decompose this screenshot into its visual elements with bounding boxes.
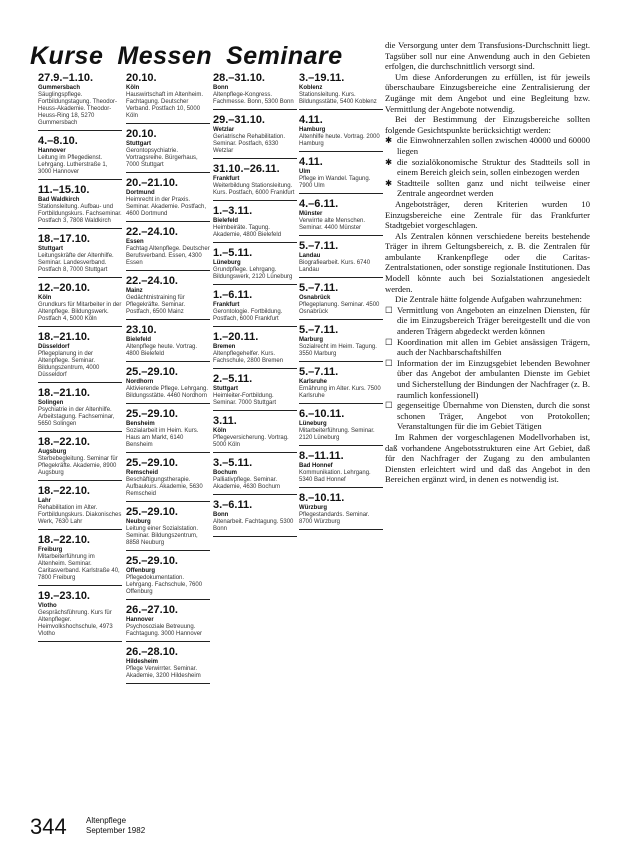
checkbox-icon: ☐ [385,357,393,368]
bullet-icon: ✱ [385,156,393,167]
event-place: Bad Waldkirch [38,197,80,203]
list-item: ☐ gegenseitige Übernahme von Diensten, durch die sonst schonen Träger, Angebot von Protokollen; Veranstaltungen für die im Gebiet Tätigen [385,400,590,432]
paragraph: die Versorgung unter dem Transfusions-Durchschnitt liegt. Tagsüber soll nur eine Anwendung auch in den Gebieten erfolgen, die durchschnittlich versorgt sind. [385,40,590,72]
event-place: Stuttgart [213,386,238,392]
event-entry [38,135,122,180]
event-description: Heimbeiräte. Tagung. Akademie, 4800 Bielefeld [213,225,282,238]
event-place: Wetzlar [213,127,235,133]
event-date: 18.–22.10. [38,436,90,448]
event-place: Dortmund [126,190,155,196]
event-date: 8.–11.11. [299,450,344,462]
event-description: Altenpflegehelfer. Kurs. Fachschule, 2800 Bremen [213,351,284,364]
event-place: Hannover [38,148,66,154]
event-place: Bad Honnef [299,463,333,469]
paragraph: Angebotsträger, deren Kriterien wurden 10 Einzugsbereiche eine Zentrale für das Frankfurter Stadtgebiet vorgeschlagen. [385,198,590,231]
event-date: 26.–28.10. [126,646,178,658]
event-place: Nordhorn [126,379,154,385]
event-description: Aktivierende Pflege. Lehrgang. Bildungsstätte. 4460 Nordhorn [126,386,209,399]
event-description: Weiterbildung Stationsleitung. Kurs. Postfach, 6000 Frankfurt [213,183,295,196]
event-place: Düsseldorf [38,344,70,350]
event-description: Pflegeplanung. Seminar. 4500 Osnabrück [299,302,380,315]
event-entry [126,555,210,600]
event-entry [38,485,122,530]
checkbox-icon: ☐ [385,336,393,347]
event-description: Heimleiter-Fortbildung. Seminar. 7000 Stuttgart [213,393,277,406]
event-entry [38,387,122,432]
event-description: Leitung im Pflegedienst. Lehrgang. Lutherstraße 1, 3000 Hannover [38,155,108,175]
event-date: 20.10. [126,72,157,84]
event-place: Remscheid [126,470,159,476]
event-place: Vlotho [38,603,57,609]
event-place: Bensheim [126,421,155,427]
event-description: Altenhilfe heute. Vortrag. 2000 Hamburg [299,134,380,147]
task-list [385,305,590,432]
event-entry [126,506,210,551]
event-entry [213,499,297,537]
event-date: 3.11. [213,415,237,427]
event-date: 25.–29.10. [126,366,178,378]
event-date: 5.–7.11. [299,240,339,252]
event-date: 18.–22.10. [38,534,90,546]
event-date: 5.–7.11. [299,324,339,336]
event-date: 1.–5.11. [213,247,253,259]
event-place: Bochum [213,470,237,476]
event-description: Pflege im Wandel. Tagung. 7900 Ulm [299,176,371,189]
event-place: Frankfurt [213,176,240,182]
event-description: Stationsleitung. Aufbau- und Fortbildungskurs. Fachseminar. Postfach 3, 7808 Waldkirch [38,204,122,224]
event-date: 25.–29.10. [126,506,178,518]
event-entry [38,233,122,278]
event-entry [213,163,297,201]
paragraph: Um diese Anforderungen zu erfüllen, ist für jeweils überschaubare Einzugsbereiche eine Zentralisierung der Zugänge mit dem Angebot und eine Begleitung bzw. Vermittlung der Angebote notwendig. [385,71,590,114]
event-place: Hildesheim [126,659,159,665]
page-footer [30,812,230,852]
event-date: 22.–24.10. [126,275,178,287]
event-entry [213,415,297,453]
event-place: Stuttgart [126,141,151,147]
event-date: 1.–6.11. [213,289,253,301]
event-entry [213,289,297,327]
title-word-messen: Messen [117,42,213,70]
event-place: Bonn [213,512,229,518]
event-column-1 [38,72,122,646]
event-date: 31.10.–26.11. [213,163,280,175]
event-entry [126,324,210,362]
event-entry [299,492,383,530]
event-place: Bielefeld [213,218,239,224]
event-date: 3.–19.11. [299,72,345,84]
event-entry [213,331,297,369]
event-date: 19.–23.10. [38,590,90,602]
event-entry [213,457,297,495]
event-entry [299,156,383,194]
event-description: Altenpflege heute. Vortrag. 4800 Bielefeld [126,344,198,357]
event-date: 20.–21.10. [126,177,178,189]
event-description: Leitung einer Sozialstation. Seminar. Bildungszentrum, 8858 Neuburg [126,526,199,546]
paragraph: Bei der Bestimmung der Einzugsbereiche sollten folgende Gesichtspunkte berücksichtigt werden: [385,114,590,135]
event-place: Münster [299,211,323,217]
event-entry [299,240,383,278]
event-entry [299,324,383,362]
event-date: 22.–24.10. [126,226,178,238]
journal-name: Altenpflege [86,816,127,825]
event-entry [126,226,210,271]
event-place: Hamburg [299,127,326,133]
event-entry [38,72,122,131]
event-entry [38,436,122,481]
title-word-kurse: Kurse [30,42,104,70]
event-entry [213,114,297,159]
event-place: Köln [213,428,227,434]
event-place: Offenburg [126,568,155,574]
event-date: 4.–8.10. [38,135,78,147]
event-description: Ernährung im Alter. Kurs. 7500 Karlsruhe [299,386,381,399]
event-date: 18.–17.10. [38,233,90,245]
event-place: Frankfurt [213,302,240,308]
event-description: Säuglingspflege. Fortbildungstagung. Theodor-Heuss-Akademie. Theodor-Heuss-Ring 18, 5270 Gummersbach [38,92,117,126]
event-entry [126,177,210,222]
event-entry [38,282,122,327]
event-entry [299,450,383,488]
event-description: Pflegedokumentation. Lehrgang. Fachschule, 7600 Offenburg [126,575,203,595]
event-description: Gedächtnistraining für Pflegekräfte. Seminar. Postfach, 6500 Mainz [126,295,186,315]
event-place: Koblenz [299,85,323,91]
event-place: Köln [38,295,52,301]
event-description: Kommunikation. Lehrgang. 5340 Bad Honnef [299,470,371,483]
event-description: Grundkurs für Mitarbeiter in der Altenpflege. Bildungswerk. Postfach 4, 5000 Köln [38,302,122,322]
event-date: 12.–20.10. [38,282,90,294]
event-entry [126,646,210,684]
paragraph: Im Rahmen der vorgeschlagenen Modellvorhaben ist, daß vorhandene Angebotsstrukturen eine Art Gebiet, daß für den Nachfrager der Zugang zu den ambulanten Diensten erleichtert wird und daß das Angebot in den Bereichen ergänzt wird, in denen es notwendig ist. [385,431,590,485]
event-description: Gerontopsychiatrie. Vortragsreihe. Bürgerhaus, 7000 Stuttgart [126,148,198,168]
journal-info [86,816,145,836]
list-item: ✱ Stadtteile sollten ganz und nicht teilweise einer Zentrale angeordnet werden [385,177,590,199]
journal-issue: September 1982 [86,826,146,835]
event-date: 8.–10.11. [299,492,345,504]
event-date: 25.–29.10. [126,555,178,567]
event-description: Heimrecht in der Praxis. Seminar. Akademie. Postfach, 4600 Dortmund [126,197,207,217]
event-place: Osnabrück [299,295,331,301]
event-entry [38,184,122,229]
event-place: Solingen [38,400,64,406]
event-date: 1.–3.11. [213,205,253,217]
event-date: 11.–15.10. [38,184,90,196]
event-entry [213,373,297,411]
event-entry [213,247,297,285]
criteria-list [385,135,590,199]
event-entry [38,331,122,383]
paragraph: Als Zentralen können verschiedene bereits bestehende Träger in ihrem Geltungsbereich, z. B. die Zentralen für ambulante Krankenpflege oder die Caritas-Zentralstationen, oder sonstige regionale Institutionen. Das Modell könnte auch bei Sozialstationen angesiedelt werden. [385,230,590,294]
event-description: Pflegestandards. Seminar. 8700 Würzburg [299,512,370,525]
event-description: Psychosoziale Betreuung. Fachtagung. 3000 Hannover [126,624,203,637]
event-place: Mainz [126,288,143,294]
event-place: Lahr [38,498,52,504]
event-entry [299,114,383,152]
event-description: Pflegeversicherung. Vortrag. 5000 Köln [213,435,289,448]
event-place: Lüneburg [213,260,241,266]
event-entry [213,72,297,110]
event-date: 29.–31.10. [213,114,265,126]
event-entry [299,72,383,110]
event-description: Fachtag Altenpflege. Deutscher Berufsverband. Essen, 4300 Essen [126,246,210,266]
event-place: Neuburg [126,519,151,525]
event-description: Geriatrische Rehabilitation. Seminar. Postfach, 6330 Wetzlar [213,134,286,154]
event-place: Landau [299,253,321,259]
bullet-icon: ✱ [385,135,393,146]
event-place: Köln [126,85,140,91]
event-description: Pflegeplanung in der Altenpflege. Seminar. Bildungszentrum, 4000 Düsseldorf [38,351,100,378]
section-title [30,42,400,72]
event-description: Stationsleitung. Kurs. Bildungsstätte, 5400 Koblenz [299,92,377,105]
event-description: Verwirrte alte Menschen. Seminar. 4400 Münster [299,218,366,231]
event-description: Sterbebegleitung. Seminar für Pflegekräfte. Akademie, 8900 Augsburg [38,456,118,476]
event-date: 18.–21.10. [38,387,90,399]
event-date: 18.–21.10. [38,331,90,343]
event-entry [299,282,383,320]
event-description: Rehabilitation im Alter. Fortbildungskurs. Diakonisches Werk, 7630 Lahr [38,505,122,525]
event-place: Bremen [213,344,236,350]
event-description: Mitarbeiterführung im Altenheim. Seminar. Caritasverband. Karlstraße 40, 7800 Freiburg [38,554,120,581]
event-place: Gummersbach [38,85,81,91]
event-entry [126,408,210,453]
event-place: Marburg [299,337,323,343]
event-date: 18.–22.10. [38,485,90,497]
page-number: 344 [30,814,67,839]
event-place: Lüneburg [299,421,327,427]
event-entry [38,534,122,586]
event-date: 5.–7.11. [299,282,339,294]
article-text [385,40,590,485]
event-entry [126,128,210,173]
event-place: Bonn [213,85,229,91]
event-description: Leitungskräfte der Altenhilfe. Seminar. Landesverband. Postfach 8, 7000 Stuttgart [38,253,114,273]
event-date: 3.–5.11. [213,457,253,469]
event-description: Grundpflege. Lehrgang. Bildungswerk, 2120 Lüneburg [213,267,293,280]
checkbox-icon: ☐ [385,304,393,315]
event-description: Palliativpflege. Seminar. Akademie, 4630 Bochum [213,477,281,490]
event-entry [126,275,210,320]
event-date: 28.–31.10. [213,72,265,84]
event-place: Bielefeld [126,337,152,343]
event-date: 4.–6.11. [299,198,339,210]
event-entry [213,205,297,243]
title-word-seminare: Seminare [226,42,343,70]
event-entry [126,72,210,124]
event-description: Sozialrecht im Heim. Tagung. 3550 Marburg [299,344,377,357]
event-description: Mitarbeiterführung. Seminar. 2120 Lüneburg [299,428,375,441]
event-description: Hauswirtschaft im Altenheim. Fachtagung. Deutscher Verband. Postfach 10, 5000 Köln [126,92,204,119]
event-place: Essen [126,239,144,245]
list-item: ✱ die Einwohnerzahlen sollen zwischen 40000 und 60000 liegen [385,135,590,156]
event-date: 25.–29.10. [126,408,178,420]
event-date: 3.–6.11. [213,499,253,511]
event-entry [299,408,383,446]
event-date: 6.–10.11. [299,408,345,420]
event-entry [38,590,122,642]
event-entry [126,457,210,502]
event-column-2 [126,72,210,688]
event-place: Würzburg [299,505,327,511]
bullet-icon: ✱ [385,177,393,188]
event-column-4 [299,72,383,534]
event-entry [299,198,383,236]
event-place: Hannover [126,617,154,623]
event-column-3 [213,72,297,541]
event-description: Beschäftigungstherapie. Aufbaukurs. Akademie, 5630 Remscheid [126,477,203,497]
event-date: 25.–29.10. [126,457,178,469]
event-description: Sozialarbeit im Heim. Kurs. Haus am Markt, 6140 Bensheim [126,428,199,448]
event-place: Stuttgart [38,246,63,252]
event-description: Altenarbeit. Fachtagung. 5300 Bonn [213,519,294,532]
event-date: 1.–20.11. [213,331,259,343]
list-item: ☐ Information der im Einzugsgebiet lebenden Bewohner über das Angebot der ambulanten Dienste im Gebiet und Sicherstellung der Bindungen der Nachfrager (z. B. raumlich konfessionell) [385,357,590,400]
event-place: Augsburg [38,449,67,455]
event-date: 20.10. [126,128,157,140]
event-description: Biografiearbeit. Kurs. 6740 Landau [299,260,371,273]
event-entry [299,366,383,404]
event-date: 27.9.–1.10. [38,72,94,84]
event-date: 5.–7.11. [299,366,339,378]
event-date: 4.11. [299,114,323,126]
checkbox-icon: ☐ [385,400,393,411]
list-item: ☐ Vermittlung von Angeboten an einzelnen Diensten, für die im Einzugsbereich Träger bereitgestellt und die von anderen Trägern abgedeckt werden können [385,304,590,337]
event-description: Altenpflege-Kongress. Fachmesse. Bonn, 5300 Bonn [213,92,294,105]
event-description: Gerontologie. Fortbildung. Postfach, 6000 Frankfurt [213,309,283,322]
list-item: ✱ die sozialökonomische Struktur des Stadtteils soll in einem Bereich gleich sein, sollen einbezogen werden [385,156,590,178]
event-place: Karlsruhe [299,379,328,385]
list-item: ☐ Koordination mit allen im Gebiet ansässigen Trägern, auch der Nachbarschaftshilfen [385,336,590,358]
event-place: Ulm [299,169,311,175]
event-date: 23.10. [126,324,157,336]
event-date: 26.–27.10. [126,604,178,616]
event-place: Freiburg [38,547,63,553]
paragraph: Die Zentrale hätte folgende Aufgaben wahrzunehmen: [395,294,582,305]
event-description: Gesprächsführung. Kurs für Altenpfleger. Heimvolkshochschule, 4973 Vlotho [38,610,113,637]
event-entry [126,604,210,642]
event-date: 4.11. [299,156,323,168]
event-description: Psychiatrie in der Altenhilfe. Arbeitstagung. Fachseminar, 5650 Solingen [38,407,115,427]
event-description: Pflege Verwirrter. Seminar. Akademie, 3200 Hildesheim [126,666,201,679]
event-date: 2.–5.11. [213,373,253,385]
event-entry [126,366,210,404]
